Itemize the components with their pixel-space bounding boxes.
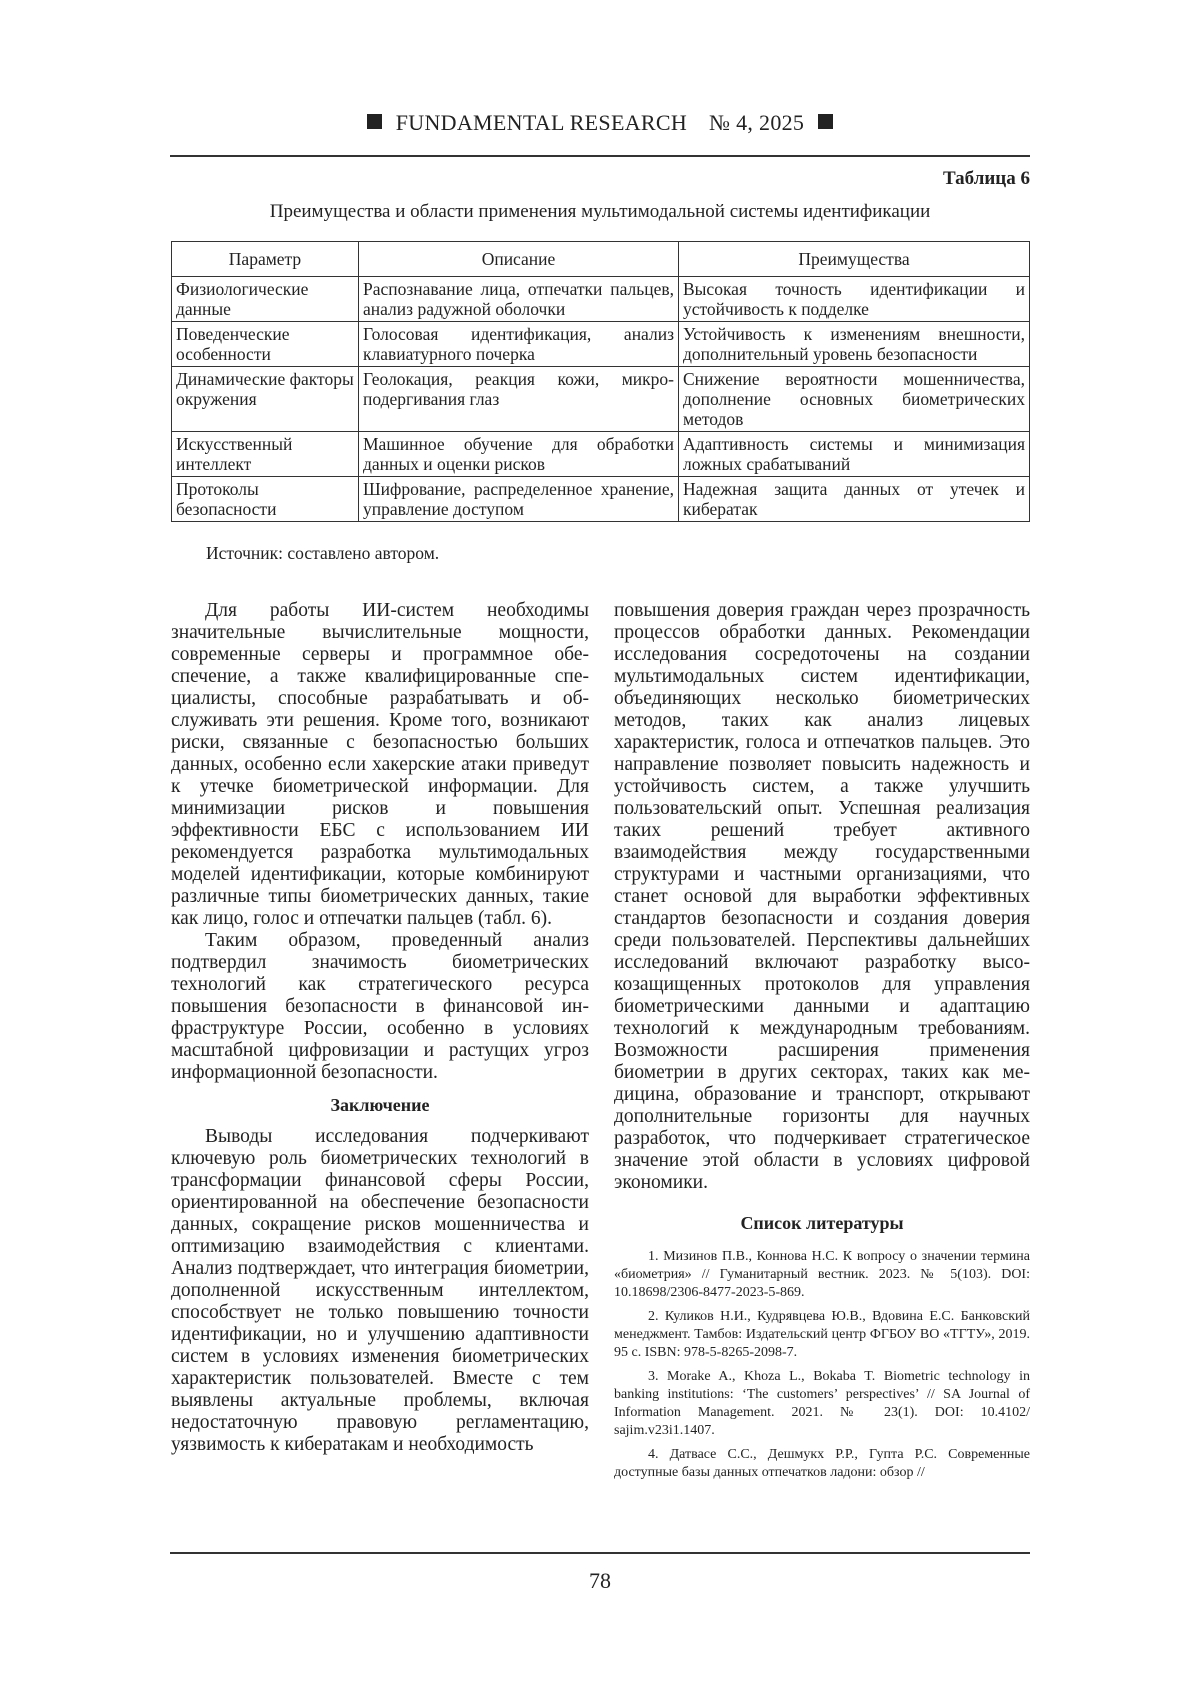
cell-advantages: Адаптивность системы и минимизация ложных срабатываний (679, 432, 1030, 477)
column-header-advantages: Преимущества (679, 242, 1030, 277)
reference-list (614, 1248, 1030, 1482)
square-bullet-icon (818, 114, 833, 129)
body-paragraph: повышения доверия граждан через прозрачность процессов обработки данных. Рекомендации исследования сосредоточены на создании мультимодальных систем идентификации, объединяющих несколько биометрических методов, таких как анализ лицевых характеристик, голоса и отпечатков пальцев. Это направление позволяет повысить надежность и устойчивость систем, а также улучшить пользовательский опыт. Успешная реализация таких решений требует активного взаимодействия между государственными структурами и частными организациями, что станет основой для выработки эффективных стандартов безопасности и создания доверия среди пользователей. Перспективы дальнейших исследований включают разработку высокозащищенных протоколов для управления биометрическими данными и адаптацию технологий к международным требованиям. Возможности расширения применения биометрии в других секторах, таких как медицина, образование и транспорт, открывают дополнительные горизонты для научных разработок, что подчеркивает стратегическое значение этой области в условиях цифровой экономики. (614, 600, 1030, 1193)
reference-item: 4. Датвасе С.С., Дешмукх Р.Р., Гупта Р.С. Современные доступные базы данных отпечатков ладони: обзор // (614, 1447, 1030, 1480)
cell-parameter: Искусственный интеллект (172, 432, 359, 477)
body-paragraph: Для работы ИИ-систем необходимы значительные вычислительные мощности, современные серверы и программное обеспечение, а также квалифицированные специалисты, способные разрабатывать и обслуживать эти решения. Кроме того, возникают риски, связанные с безопасностью больших данных, особенно если хакерские атаки приведут к утечке биометрической информации. Для минимизации рисков и повышения эффективности ЕБС с использованием ИИ рекомендуется разработка мультимодальных моделей идентификации, которые комбинируют различные типы биометрических данных, такие как лицо, голос и отпечатки пальцев (табл. 6). (171, 600, 589, 929)
cell-description: Шифрование, распределенное хранение, управление доступом (359, 477, 679, 522)
reference-item: 3. Morake A., Khoza L., Bokaba T. Biometric technology in banking institutions: ‘The customers’ perspectives’ // SA Journal of Information Management. 2021. № 23(1). DOI: 10.4102/ sajim.v23i1.1407. (614, 1369, 1030, 1438)
section-heading-references: Список литературы (740, 1213, 904, 1233)
cell-advantages: Высокая точность идентификации и устойчивость к подделке (679, 277, 1030, 322)
text-column-left (171, 600, 589, 1456)
running-header (0, 110, 1200, 136)
cell-advantages: Надежная защита данных от утечек и кибератак (679, 477, 1030, 522)
journal-name: FUNDAMENTAL RESEARCH (395, 110, 688, 135)
column-header-description: Описание (359, 242, 679, 277)
cell-parameter: Динамические факторы окружения (172, 367, 359, 432)
cell-parameter: Физиологические данные (172, 277, 359, 322)
cell-parameter: Протоколы безопасности (172, 477, 359, 522)
cell-advantages: Снижение вероятности мошенничества, дополнение основных биометрических методов (679, 367, 1030, 432)
section-heading-conclusion: Заключение (330, 1095, 430, 1115)
table-header-row (172, 242, 1030, 277)
reference-item: 2. Куликов Н.И., Кудрявцева Ю.В., Вдовина Е.С. Банковский менеджмент. Тамбов: Издательский центр ФГБОУ ВО «ТГТУ», 2019. 95 с. ISBN: 978-5-8265-2098-7. (614, 1309, 1030, 1360)
table-label: Таблица 6 (942, 168, 1030, 189)
column-header-parameter: Параметр (172, 242, 359, 277)
table-row (172, 322, 1030, 367)
body-paragraph: Выводы исследования подчеркивают ключевую роль биометрических технологий в трансформации финансовой сферы России, ориентированной на обеспечение безопасности данных, сокращение рисков мошенничества и оптимизацию взаимодействия с клиентами. Анализ подтверждает, что интеграция биометрии, дополненной искусственным интеллектом, способствует не только повышению точности идентификации, но и улучшению адаптивности систем в условиях изменения биометрических характеристик пользователей. Вместе с тем выявлены актуальные проблемы, включая недостаточную правовую регламентацию, уязвимость к кибератакам и необходимость (171, 1126, 589, 1455)
cell-description: Голосовая идентификация, анализ клавиатурного почерка (359, 322, 679, 367)
table-caption: Преимущества и области применения мультимодальной системы идентификации (269, 201, 931, 222)
table-row (172, 367, 1030, 432)
cell-advantages: Устойчивость к изменениям внешности, дополнительный уровень безопасности (679, 322, 1030, 367)
cell-description: Геолокация, реакция кожи, микроподергивания глаз (359, 367, 679, 432)
cell-description: Машинное обучение для обработки данных и оценки рисков (359, 432, 679, 477)
reference-item: 1. Мизинов П.В., Коннова Н.С. К вопросу о значении термина «биометрия» // Гуманитарный вестник. 2023. № 5(103). DOI: 10.18698/2306-8477-2023-5-869. (614, 1249, 1030, 1300)
square-bullet-icon (367, 114, 382, 129)
issue-number: № 4, 2025 (709, 110, 805, 135)
text-column-right (614, 600, 1030, 1488)
page-number: 78 (589, 1568, 611, 1593)
footer-rule (170, 1552, 1030, 1554)
table-row (172, 277, 1030, 322)
table-row (172, 432, 1030, 477)
table-source-note: Источник: составлено автором. (206, 543, 440, 563)
body-paragraph: Таким образом, проведенный анализ подтвердил значимость биометрических технологий как стратегического ресурса повышения безопасности в финансовой инфраструктуре России, особенно в условиях масштабной цифровизации и растущих угроз информационной безопасности. (171, 930, 589, 1083)
cell-description: Распознавание лица, отпечатки пальцев, анализ радужной оболочки (359, 277, 679, 322)
table-row (172, 477, 1030, 522)
cell-parameter: Поведенческие особенности (172, 322, 359, 367)
header-rule (170, 155, 1030, 157)
table-6 (171, 241, 1030, 522)
